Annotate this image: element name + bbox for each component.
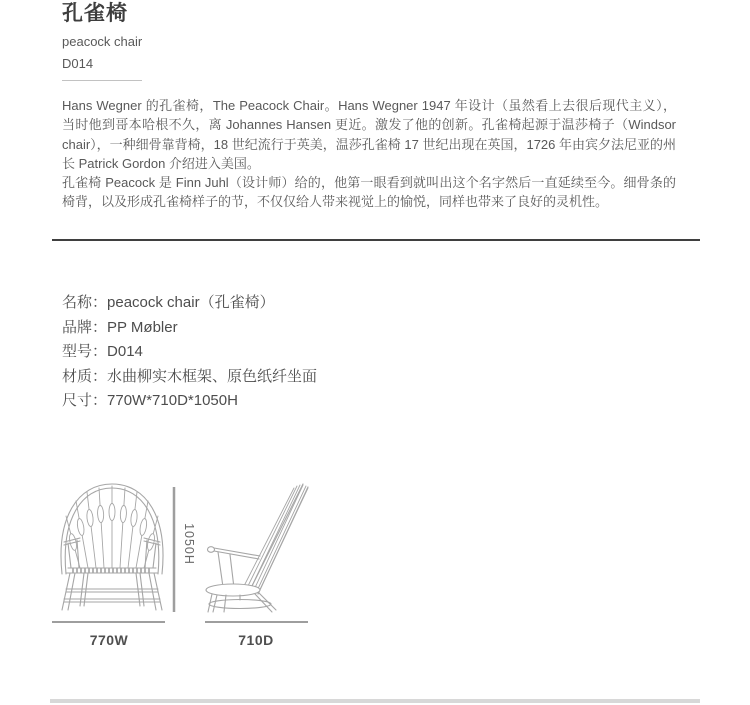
depth-dimension-label: 710D (238, 632, 274, 648)
title-divider (62, 80, 142, 81)
bottom-divider (50, 699, 700, 703)
spec-label: 材质： (62, 367, 108, 385)
spec-label: 尺寸： (62, 392, 108, 410)
description-paragraph-2: 孔雀椅 Peacock 是 Finn Juhl（设计师）给的，他第一眼看到就叫出这个名字然后一直延续至今。细骨条的椅背，以及形成孔雀椅样子的节，不仅仅给人带来视觉上的愉悦，同样也带来了良好的灵机性。 (62, 175, 676, 210)
spec-value: D014 (107, 343, 143, 361)
spec-value: PP Møbler (107, 318, 178, 336)
spec-label: 型号： (62, 343, 108, 361)
spec-value: peacock chair（孔雀椅） (107, 294, 275, 311)
spec-list (62, 291, 676, 414)
spec-row-name (62, 291, 676, 316)
spec-row-material (62, 365, 676, 390)
page-title: 孔雀椅 (62, 2, 128, 25)
side-view-drawing (206, 484, 308, 612)
height-dimension-label: 1050H (182, 523, 196, 565)
spec-row-size (62, 389, 676, 414)
section-divider (52, 239, 700, 241)
spec-value: 770W*710D*1050H (107, 392, 238, 410)
spec-label: 名称： (62, 294, 108, 311)
front-view-drawing (61, 484, 163, 610)
model-number: D014 (62, 56, 94, 71)
dimension-drawing (50, 482, 330, 652)
spec-label: 品牌： (62, 318, 108, 336)
spec-value: 水曲柳实木框架、原色纸纤坐面 (107, 367, 318, 385)
product-description (62, 96, 676, 213)
spec-row-brand (62, 316, 676, 341)
product-detail-page (62, 0, 676, 652)
product-subtitle: peacock chair (62, 34, 143, 49)
description-paragraph-1: Hans Wegner 的孔雀椅，The Peacock Chair。Hans Wegner 1947 年设计（虽然看上去很后现代主义），当时他到哥本哈根不久，离 Johannes Hansen 更近。激发了他的创新。孔雀椅起源于温莎椅子（Windsor chair），一种细骨靠背椅，18 世纪流行于英美，温莎孔雀椅 17 世纪出现在英国，1726 年由宾夕法尼亚的州长 Patrick Gordon 介绍进入美国。 (62, 98, 676, 171)
spec-row-model (62, 340, 676, 365)
width-dimension-label: 770W (89, 632, 129, 648)
